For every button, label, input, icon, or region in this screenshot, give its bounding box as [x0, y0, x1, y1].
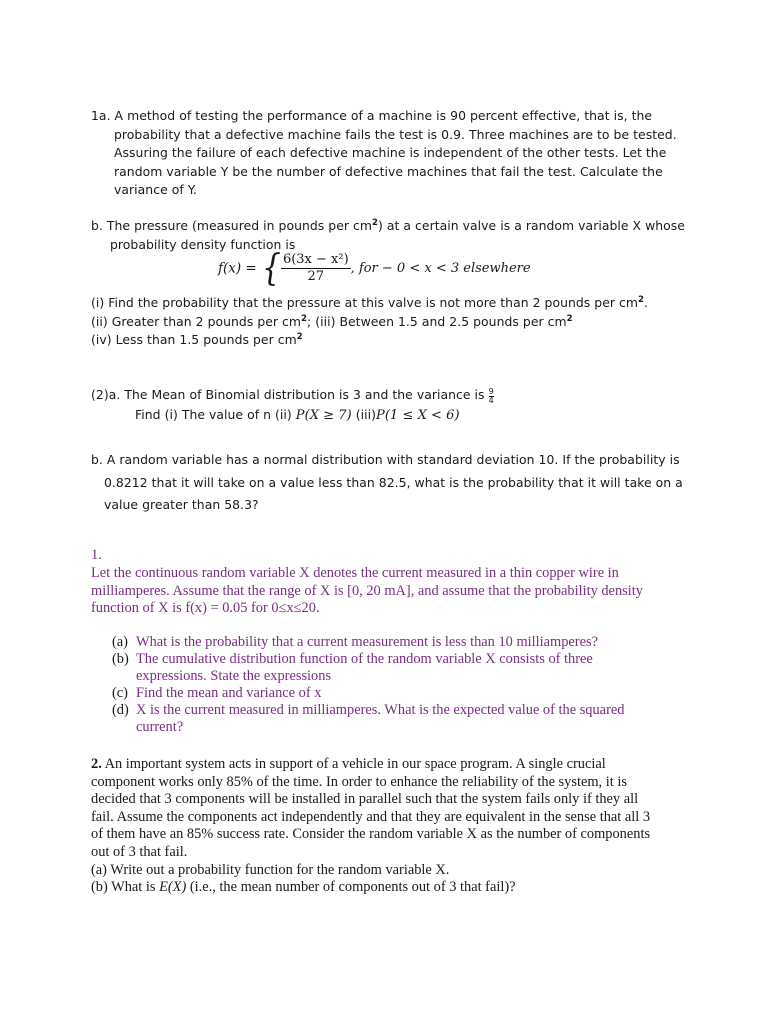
item-line: Find the mean and variance of x — [136, 685, 322, 701]
problem-1-items — [112, 634, 682, 736]
problem-2-line — [91, 879, 691, 897]
q2a-math: P(1 ≤ X < 6) — [376, 408, 460, 423]
list-item — [112, 702, 682, 736]
problem-2-line: component works only 85% of the time. In order to enhance the reliability of the system, it is — [91, 773, 627, 790]
item-line: current? — [136, 719, 184, 735]
problem-2-line: decided that 3 components will be installed in parallel such that the system fails only if they all — [91, 791, 639, 808]
q2b-line: value greater than 58.3? — [104, 497, 259, 512]
q2a-text: (iii) — [355, 407, 377, 422]
problem-2-text: An important system acts in support of a vehicle in our space program. A single crucial — [101, 756, 606, 772]
superscript: 2 — [301, 313, 307, 324]
problem-2-line: fail. Assume the components act independently and that they are equivalent in the sense that all 3 — [91, 808, 651, 825]
fraction-numerator: 9 — [488, 387, 494, 396]
problem-2-emphasis: E(X) — [159, 879, 187, 896]
q1b-text: ; (iii) Between 1.5 and 2.5 pounds per cm — [307, 313, 567, 329]
problem-number: 2. — [91, 756, 102, 772]
fraction-numerator: 6(3x − x²) — [282, 252, 349, 267]
q1b-text: ) at a certain valve is a random variable X whose — [377, 218, 685, 233]
problem-2-line: (a) Write out a probability function for the random variable X. — [91, 861, 450, 878]
superscript: 2 — [638, 295, 644, 305]
superscript: 2 — [566, 313, 573, 324]
problem-2-line — [91, 756, 691, 774]
formula-condition: , for − 0 < x < 3 elsewhere — [350, 261, 531, 276]
list-item — [112, 634, 682, 651]
problem-1 — [91, 547, 691, 618]
q1a-line: variance of Y. — [114, 182, 197, 198]
q2a-line-1 — [91, 385, 691, 405]
question-1b-parts — [91, 294, 691, 350]
question-2a — [91, 385, 691, 426]
variance-fraction — [489, 388, 494, 405]
q1b-text: (ii) Greater than 2 pounds per cm — [91, 313, 302, 329]
item-line: The cumulative distribution function of the random variable X consists of three — [136, 651, 593, 667]
q1b-part-ii-iii — [91, 313, 691, 332]
problem-number: 1. — [91, 547, 102, 563]
problem-2-line: of them have an 85% success rate. Consider the random variable X as the number of components — [91, 826, 651, 843]
q1a-line: 1a. A method of testing the performance of a machine is 90 percent effective, that is, the — [91, 108, 653, 123]
item-label: (c) — [112, 685, 128, 701]
question-1a — [91, 107, 691, 200]
q1b-line-2: probability density function is — [110, 236, 296, 252]
q1b-part-iv — [91, 331, 691, 350]
problem-2-line: out of 3 that fail. — [91, 843, 188, 860]
q2a-text: (2)a. The Mean of Binomial distribution is 3 and the variance is — [91, 387, 485, 402]
problem-1-line: milliamperes. Assume that the range of X is [0, 20 mA], and assume that the probability density — [91, 582, 643, 599]
brace-symbol: { — [261, 246, 281, 289]
item-label: (a) — [112, 634, 128, 650]
list-item — [112, 685, 682, 702]
q2a-line-2 — [91, 405, 691, 426]
q2b-line: b. A random variable has a normal distribution with standard deviation 10. If the probability is — [91, 452, 680, 467]
item-line: expressions. State the expressions — [136, 668, 332, 684]
q1a-line: probability that a defective machine fails the test is 0.9. Three machines are to be tested. — [114, 126, 677, 142]
q1a-line: random variable Y be the number of defective machines that fail the test. Calculate the — [114, 163, 663, 179]
item-label: (d) — [112, 702, 129, 718]
superscript: 2 — [372, 218, 378, 228]
formula-lhs: f(x) = — [218, 260, 257, 277]
superscript: 2 — [296, 332, 303, 343]
q1b-text: b. The pressure (measured in pounds per cm — [91, 218, 373, 233]
q2b-line: 0.8212 that it will take on a value less than 82.5, what is the probability that it will take on a — [104, 474, 683, 490]
q2a-math: P(X ≥ 7) — [295, 408, 352, 423]
question-2b — [91, 449, 691, 517]
item-label: (b) — [112, 651, 129, 667]
problem-2-text: (i.e., the mean number of components out of 3 that fail)? — [186, 879, 516, 896]
q1b-line-1 — [91, 217, 691, 236]
q2a-text: Find (i) The value of n (ii) — [135, 407, 292, 422]
problem-2-text: (b) What is — [91, 879, 160, 896]
problem-1-line: Let the continuous random variable X denotes the current measured in a thin copper wire in — [91, 564, 619, 581]
q1b-text: . — [643, 295, 648, 310]
item-line: X is the current measured in milliamperes. What is the expected value of the squared — [136, 702, 625, 718]
item-line: What is the probability that a current measurement is less than 10 milliamperes? — [136, 634, 598, 650]
problem-1-line: function of X is f(x) = 0.05 for 0≤x≤20. — [91, 600, 320, 617]
question-1b — [91, 217, 691, 254]
q1b-text: (i) Find the probability that the pressure at this valve is not more than 2 pounds per cm — [91, 295, 639, 310]
item-text — [136, 702, 682, 736]
fraction-denominator: 4 — [488, 396, 494, 405]
q1b-text: (iv) Less than 1.5 pounds per cm — [91, 332, 297, 348]
item-text — [136, 651, 682, 685]
q1b-part-i — [91, 294, 691, 313]
list-item — [112, 651, 682, 685]
item-text — [136, 685, 682, 702]
item-text — [136, 634, 682, 651]
q1a-line: Assuring the failure of each defective machine is independent of the other tests. Let the — [114, 145, 667, 161]
problem-2 — [91, 756, 691, 897]
formula-fraction — [281, 252, 351, 285]
pdf-formula — [218, 246, 531, 292]
fraction-denominator: 27 — [307, 269, 325, 284]
